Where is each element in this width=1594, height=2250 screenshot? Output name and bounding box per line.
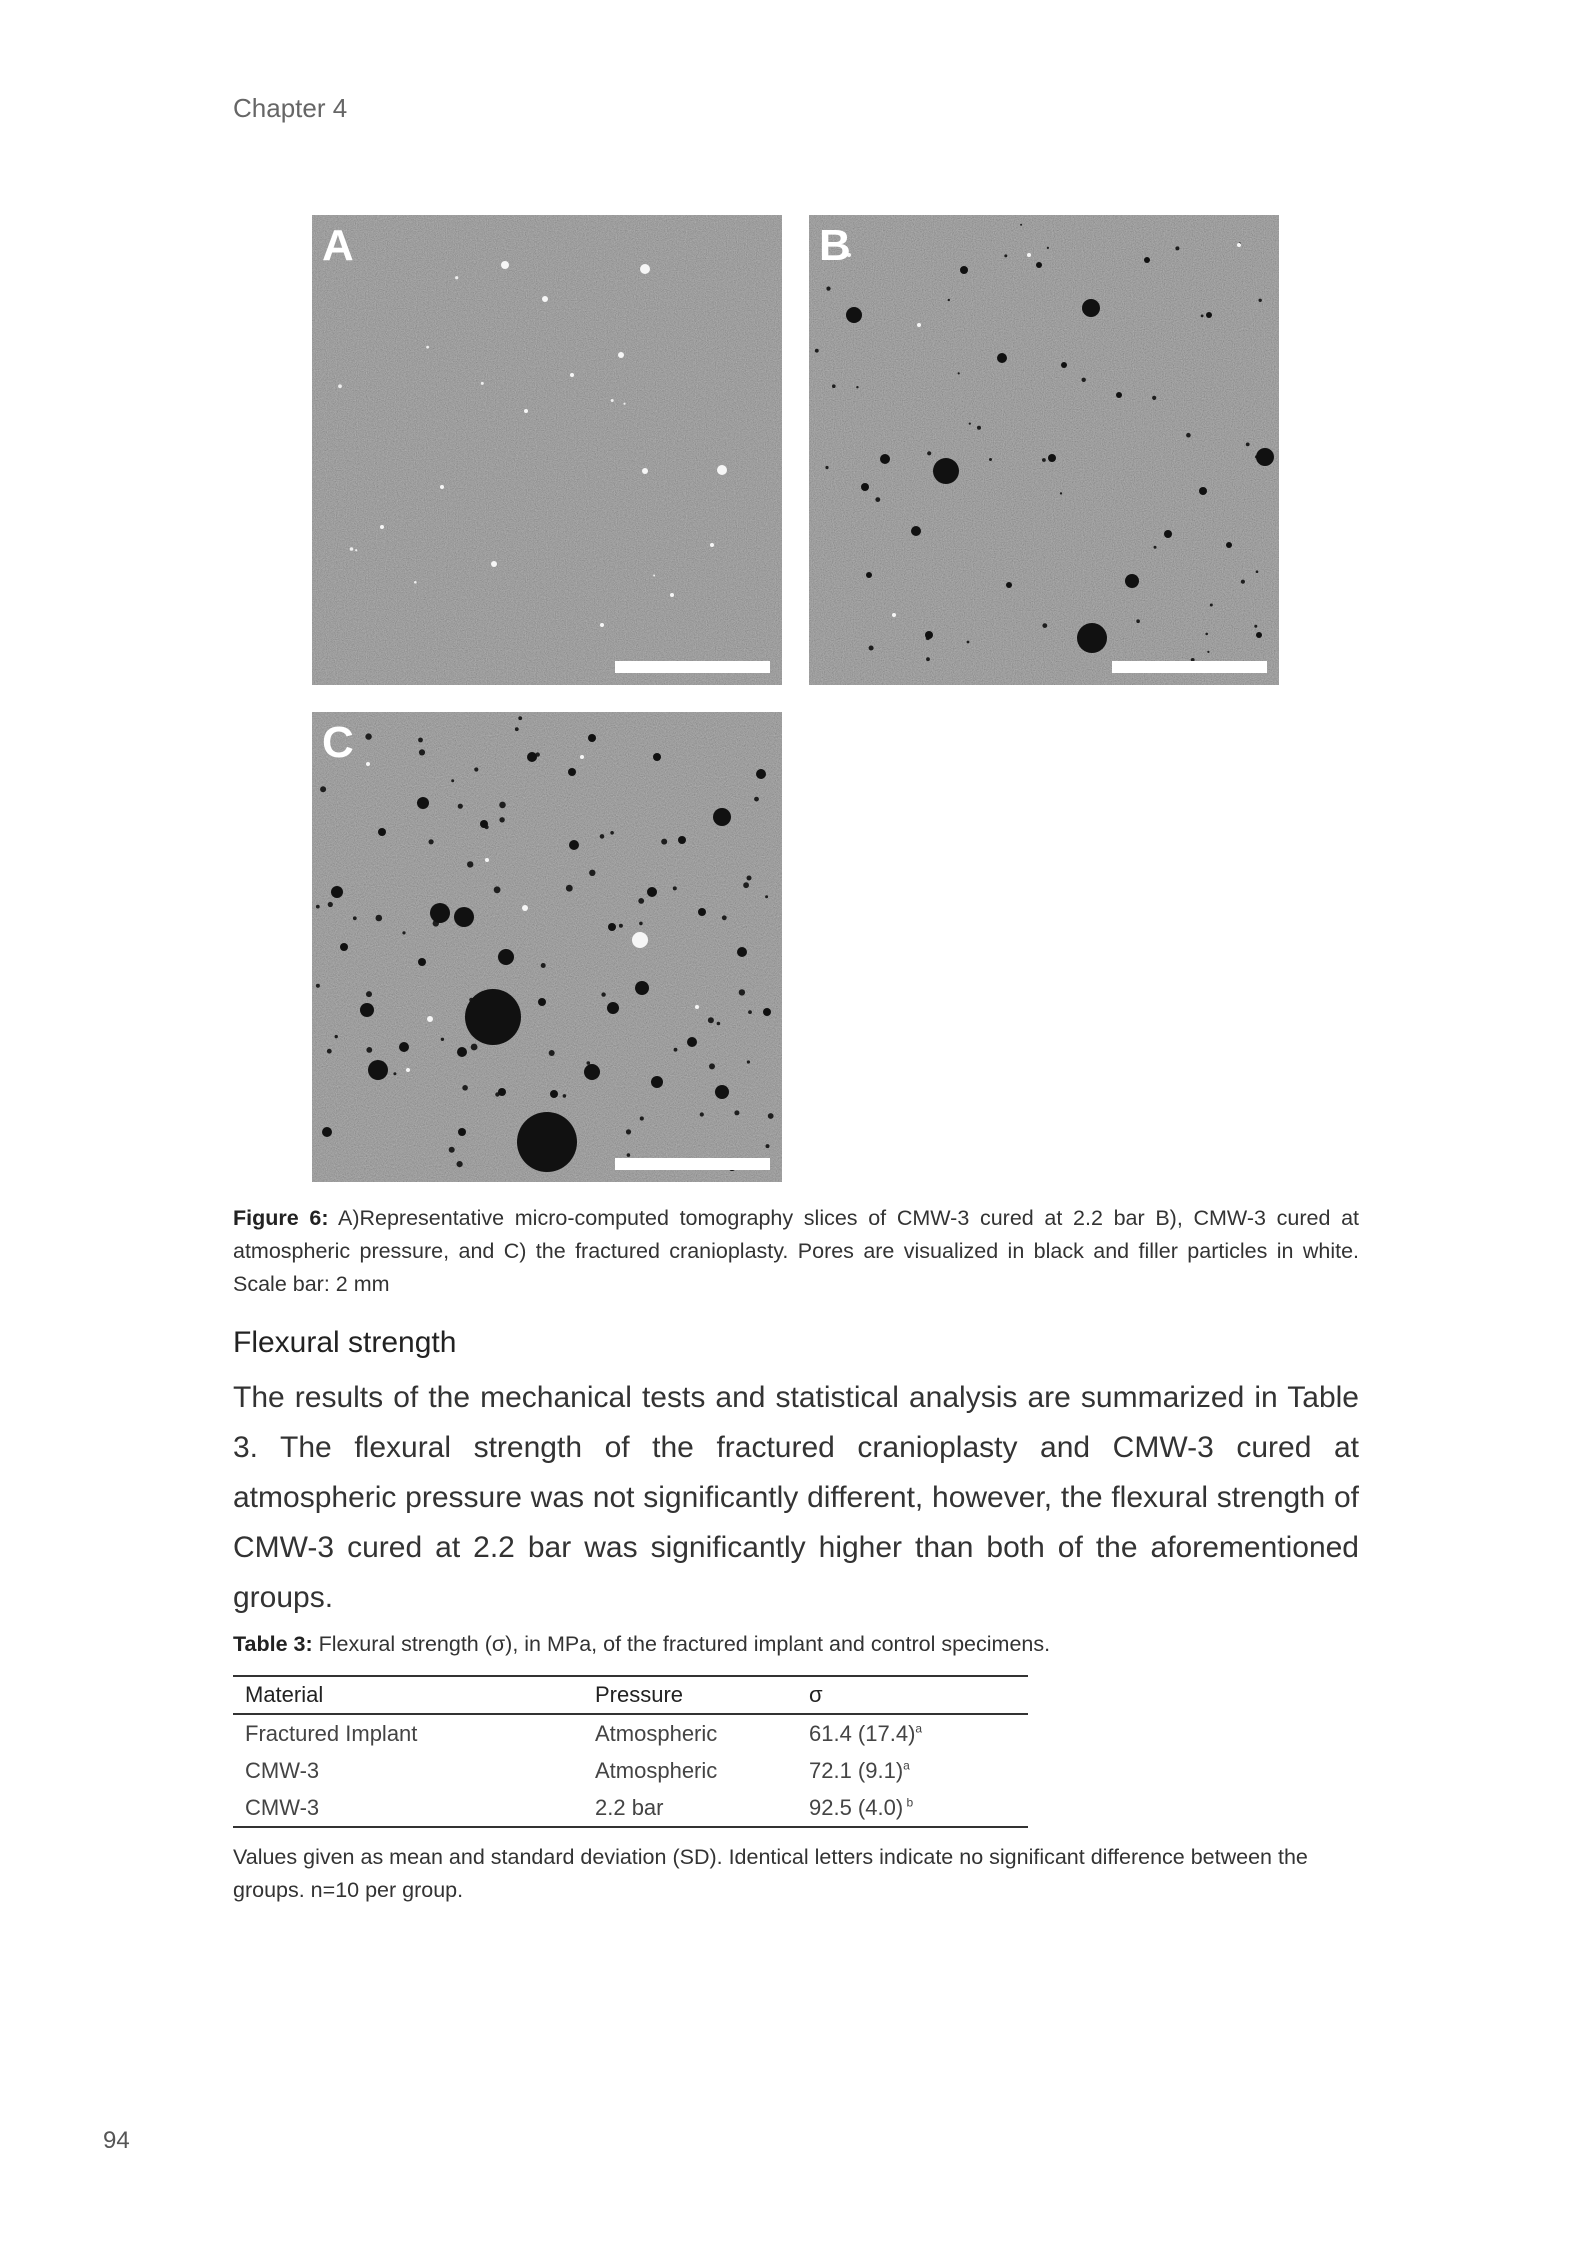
pore — [1077, 623, 1107, 653]
pore-or-particle — [765, 895, 768, 898]
pore-or-particle — [825, 466, 828, 469]
pore-or-particle — [316, 984, 320, 988]
pore-or-particle — [455, 276, 458, 279]
pore — [378, 828, 386, 836]
filler-particle — [717, 465, 727, 475]
significance-letter: a — [915, 1721, 923, 1736]
pore-or-particle — [989, 458, 992, 461]
pore-or-particle — [499, 817, 504, 822]
significance-letter: b — [903, 1795, 914, 1810]
pore — [1036, 262, 1042, 268]
pore-or-particle — [474, 767, 478, 771]
pore-or-particle — [856, 386, 858, 388]
pore-or-particle — [1175, 246, 1179, 250]
pore-or-particle — [601, 992, 605, 996]
pore — [331, 886, 343, 898]
pore — [527, 752, 537, 762]
pore-or-particle — [518, 716, 522, 720]
flexural-strength-table — [233, 1675, 1028, 1828]
pore-or-particle — [958, 372, 960, 374]
pore — [417, 797, 429, 809]
pore — [465, 989, 521, 1045]
pore — [925, 631, 933, 639]
scale-bar — [615, 661, 770, 673]
pore-or-particle — [471, 1044, 478, 1051]
pore-or-particle — [458, 804, 463, 809]
pore — [678, 836, 686, 844]
pore-or-particle — [366, 1047, 372, 1053]
pore-or-particle — [515, 727, 519, 731]
pore-or-particle — [350, 547, 354, 551]
pore-or-particle — [366, 991, 372, 997]
pore-or-particle — [402, 931, 405, 934]
pore-or-particle — [969, 423, 971, 425]
pore-or-particle — [748, 1010, 752, 1014]
pore — [1199, 487, 1207, 495]
pore — [911, 526, 921, 536]
pore-or-particle — [462, 1085, 468, 1091]
cell-pressure: Atmospheric — [595, 1757, 718, 1783]
pore-or-particle — [1254, 625, 1257, 628]
pore — [1144, 257, 1150, 263]
pore-or-particle — [832, 384, 836, 388]
pore — [1006, 582, 1012, 588]
pore — [1164, 530, 1172, 538]
pore — [607, 1002, 619, 1014]
pore — [647, 887, 657, 897]
pore-or-particle — [610, 831, 614, 835]
ct-slice-image — [312, 215, 782, 685]
pore — [480, 820, 488, 828]
pore-or-particle — [429, 839, 434, 844]
filler-particle — [366, 762, 370, 766]
pore — [517, 1112, 577, 1172]
pore-or-particle — [1154, 546, 1157, 549]
pore-or-particle — [1241, 580, 1245, 584]
pore-or-particle — [499, 802, 506, 809]
pore-or-particle — [717, 1022, 721, 1026]
pore-or-particle — [316, 905, 320, 909]
cell-pressure: Atmospheric — [595, 1720, 718, 1746]
pore-or-particle — [709, 1063, 715, 1069]
filler-particle — [1027, 253, 1031, 257]
scale-bar — [615, 1158, 770, 1170]
filler-particle — [917, 323, 921, 327]
pore-or-particle — [338, 384, 342, 388]
pore-or-particle — [467, 861, 473, 867]
cell-sigma — [797, 1752, 1028, 1789]
pore — [1206, 312, 1212, 318]
pore-or-particle — [563, 1094, 567, 1098]
pore-or-particle — [674, 1048, 678, 1052]
filler-particle — [542, 296, 548, 302]
filler-particle — [640, 264, 650, 274]
filler-particle — [710, 543, 714, 547]
pore-or-particle — [739, 989, 745, 995]
pore — [568, 768, 576, 776]
pore — [368, 1060, 388, 1080]
pore-or-particle — [640, 1116, 644, 1120]
table-header-row — [233, 1676, 1028, 1714]
pore — [1256, 632, 1262, 638]
pore — [713, 808, 731, 826]
pore — [430, 903, 450, 923]
pore-or-particle — [766, 1144, 770, 1148]
pore — [498, 949, 514, 965]
filler-particle — [892, 613, 896, 617]
pore — [880, 454, 890, 464]
pore-or-particle — [977, 426, 981, 430]
pore-or-particle — [457, 1161, 463, 1167]
pore-or-particle — [449, 1147, 455, 1153]
pore — [1226, 542, 1232, 548]
filler-particle — [670, 593, 674, 597]
section-heading: Flexural strength — [233, 1326, 457, 1359]
pore-or-particle — [768, 1113, 774, 1119]
filler-particle — [485, 858, 489, 862]
pore-or-particle — [1020, 224, 1022, 226]
filler-particle — [440, 485, 444, 489]
pore — [1125, 574, 1139, 588]
pore-or-particle — [623, 403, 625, 405]
pore-or-particle — [393, 1072, 396, 1075]
filler-particle — [491, 561, 497, 567]
pore-or-particle — [927, 451, 931, 455]
filler-particle — [427, 1016, 433, 1022]
pore-or-particle — [1210, 604, 1213, 607]
pore-or-particle — [376, 915, 383, 922]
pore — [846, 307, 862, 323]
pore-or-particle — [619, 924, 623, 928]
filler-particle — [618, 352, 624, 358]
filler-particle — [570, 373, 574, 377]
cell-material: Fractured Implant — [245, 1720, 418, 1746]
pore-or-particle — [722, 915, 727, 920]
pore — [756, 769, 766, 779]
pore — [861, 483, 869, 491]
table-caption-text: Flexural strength (σ), in MPa, of the fractured implant and control specimens. — [312, 1632, 1051, 1656]
table-row — [233, 1789, 1028, 1827]
filler-particle — [524, 409, 528, 413]
cell-sigma — [797, 1789, 1028, 1827]
pore — [569, 840, 579, 850]
pore-or-particle — [639, 922, 643, 926]
pore-or-particle — [587, 1061, 591, 1065]
pore-or-particle — [1042, 623, 1047, 628]
column-header-material: Material — [233, 1676, 583, 1714]
pore-or-particle — [419, 749, 425, 755]
column-header-sigma: σ — [797, 1676, 1028, 1714]
pore — [458, 1128, 466, 1136]
pore — [1116, 392, 1122, 398]
pore-or-particle — [815, 349, 819, 353]
pore — [1048, 454, 1056, 462]
ct-slice-image — [312, 712, 782, 1182]
pore-or-particle — [734, 1110, 739, 1115]
pore — [1061, 362, 1067, 368]
pore-or-particle — [1136, 619, 1140, 623]
pore — [635, 981, 649, 995]
ct-slice-panel-a — [312, 215, 782, 685]
pore-or-particle — [328, 902, 333, 907]
pore-or-particle — [638, 898, 644, 904]
pore-or-particle — [700, 1112, 704, 1116]
table-caption-label: Table 3: — [233, 1632, 313, 1656]
pore-or-particle — [747, 1060, 750, 1063]
pore-or-particle — [611, 399, 614, 402]
pore-or-particle — [743, 882, 749, 888]
table-footnote: Values given as mean and standard deviation (SD). Identical letters indicate no significant difference between the groups. n=10 per group. — [233, 1845, 1308, 1902]
pore — [588, 734, 596, 742]
pore-or-particle — [418, 738, 423, 743]
filler-particle — [1237, 243, 1241, 247]
pore — [715, 1085, 729, 1099]
pore-or-particle — [566, 885, 573, 892]
pore-or-particle — [414, 581, 417, 584]
pore-or-particle — [441, 1038, 444, 1041]
table-row — [233, 1714, 1028, 1752]
filler-particle — [580, 755, 584, 759]
pore — [498, 1088, 506, 1096]
pore — [698, 908, 706, 916]
pore-or-particle — [869, 646, 874, 651]
pore — [340, 943, 348, 951]
panel-letter: C — [322, 718, 354, 767]
pore — [653, 753, 661, 761]
pore-or-particle — [967, 641, 970, 644]
body-paragraph: The results of the mechanical tests and statistical analysis are summarized in Table 3. The flexural strength of the fractured cranioplasty and CMW-3 cured at atmospheric pressure was not significantly different, however, the flexural strength of CMW-3 cured at 2.2 bar was significantly higher than both of the aforementioned groups. — [233, 1381, 1359, 1614]
pore — [737, 947, 747, 957]
scale-bar — [1112, 661, 1267, 673]
pore-or-particle — [926, 657, 930, 661]
pore-or-particle — [948, 299, 950, 301]
sigma-value: 61.4 (17.4) — [809, 1720, 916, 1746]
pore-or-particle — [754, 797, 759, 802]
sigma-value: 72.1 (9.1) — [809, 1757, 904, 1783]
significance-letter: a — [903, 1758, 910, 1773]
ct-slice-panel-c — [312, 712, 782, 1182]
pore — [322, 1127, 332, 1137]
table-caption — [233, 1632, 1359, 1657]
pore-or-particle — [541, 963, 546, 968]
cell-sigma — [797, 1714, 1028, 1752]
pore-or-particle — [335, 1035, 338, 1038]
sigma-value: 92.5 (4.0) — [809, 1794, 904, 1820]
figure-caption-label: Figure 6: — [233, 1206, 329, 1230]
pore-or-particle — [1082, 378, 1086, 382]
pore-or-particle — [451, 779, 454, 782]
pore-or-particle — [1205, 633, 1208, 636]
pore-or-particle — [1042, 458, 1046, 462]
pore-or-particle — [1186, 433, 1191, 438]
pore — [538, 998, 546, 1006]
pore-or-particle — [365, 733, 371, 739]
pore-or-particle — [1201, 315, 1204, 318]
filler-particle — [642, 468, 648, 474]
cell-pressure: 2.2 bar — [583, 1789, 797, 1827]
pore-or-particle — [1152, 396, 1156, 400]
pore-or-particle — [1256, 570, 1259, 573]
pore-or-particle — [661, 839, 667, 845]
cell-material: CMW-3 — [245, 1757, 320, 1783]
pore-or-particle — [747, 876, 752, 881]
pore — [399, 1042, 409, 1052]
filler-particle — [380, 525, 384, 529]
pore — [1082, 299, 1100, 317]
ct-slice-panel-b — [809, 215, 1279, 685]
pore-or-particle — [1004, 254, 1007, 257]
pore — [651, 1076, 663, 1088]
filler-particle — [406, 1068, 410, 1072]
pore-or-particle — [549, 1050, 555, 1056]
pore-or-particle — [353, 916, 357, 920]
pore-or-particle — [673, 886, 677, 890]
pore — [418, 958, 426, 966]
pore-or-particle — [1047, 247, 1049, 249]
pore-or-particle — [826, 287, 830, 291]
pore — [608, 923, 616, 931]
ct-slice-image — [809, 215, 1279, 685]
pore — [1256, 448, 1274, 466]
pore-or-particle — [600, 834, 605, 839]
pore — [997, 353, 1007, 363]
filler-particle — [695, 1005, 699, 1009]
pore-or-particle — [355, 549, 357, 551]
pore — [763, 1008, 771, 1016]
pore-or-particle — [589, 870, 595, 876]
pore — [454, 907, 474, 927]
pore-or-particle — [426, 346, 429, 349]
figure-caption — [233, 1202, 1359, 1301]
cell-material: CMW-3 — [233, 1789, 583, 1827]
table-row — [233, 1752, 1028, 1789]
panel-letter: A — [322, 221, 354, 270]
pore — [866, 572, 872, 578]
pore-or-particle — [708, 1017, 714, 1023]
pore-or-particle — [653, 575, 655, 577]
pore-or-particle — [875, 497, 880, 502]
column-header-pressure: Pressure — [583, 1676, 797, 1714]
pore — [457, 1047, 467, 1057]
pore — [360, 1003, 374, 1017]
pore — [933, 458, 959, 484]
filler-particle — [501, 261, 509, 269]
page-number: 94 — [103, 2127, 130, 2154]
pore-or-particle — [626, 1129, 631, 1134]
pore-or-particle — [320, 786, 326, 792]
pore-or-particle — [1060, 492, 1062, 494]
pore-or-particle — [494, 886, 501, 893]
pore-or-particle — [1207, 651, 1209, 653]
pore — [960, 266, 968, 274]
filler-particle — [600, 623, 604, 627]
pore-or-particle — [627, 1153, 631, 1157]
pore — [687, 1037, 697, 1047]
pore-or-particle — [481, 382, 484, 385]
pore — [584, 1064, 600, 1080]
figure-caption-text: A)Representative micro-computed tomography slices of CMW-3 cured at 2.2 bar B), CMW-3 cured at atmospheric pressure, and C) the fractured cranioplasty. Pores are visualized in black and filler particles in white. Scale bar: 2 mm — [233, 1206, 1360, 1296]
panel-letter: B — [819, 221, 851, 270]
filler-particle — [522, 905, 528, 911]
pore — [550, 1090, 558, 1098]
pore-or-particle — [1246, 443, 1250, 447]
running-head: Chapter 4 — [233, 93, 348, 123]
pore-or-particle — [327, 1049, 332, 1054]
pore-or-particle — [1259, 299, 1262, 302]
filler-particle — [632, 932, 648, 948]
